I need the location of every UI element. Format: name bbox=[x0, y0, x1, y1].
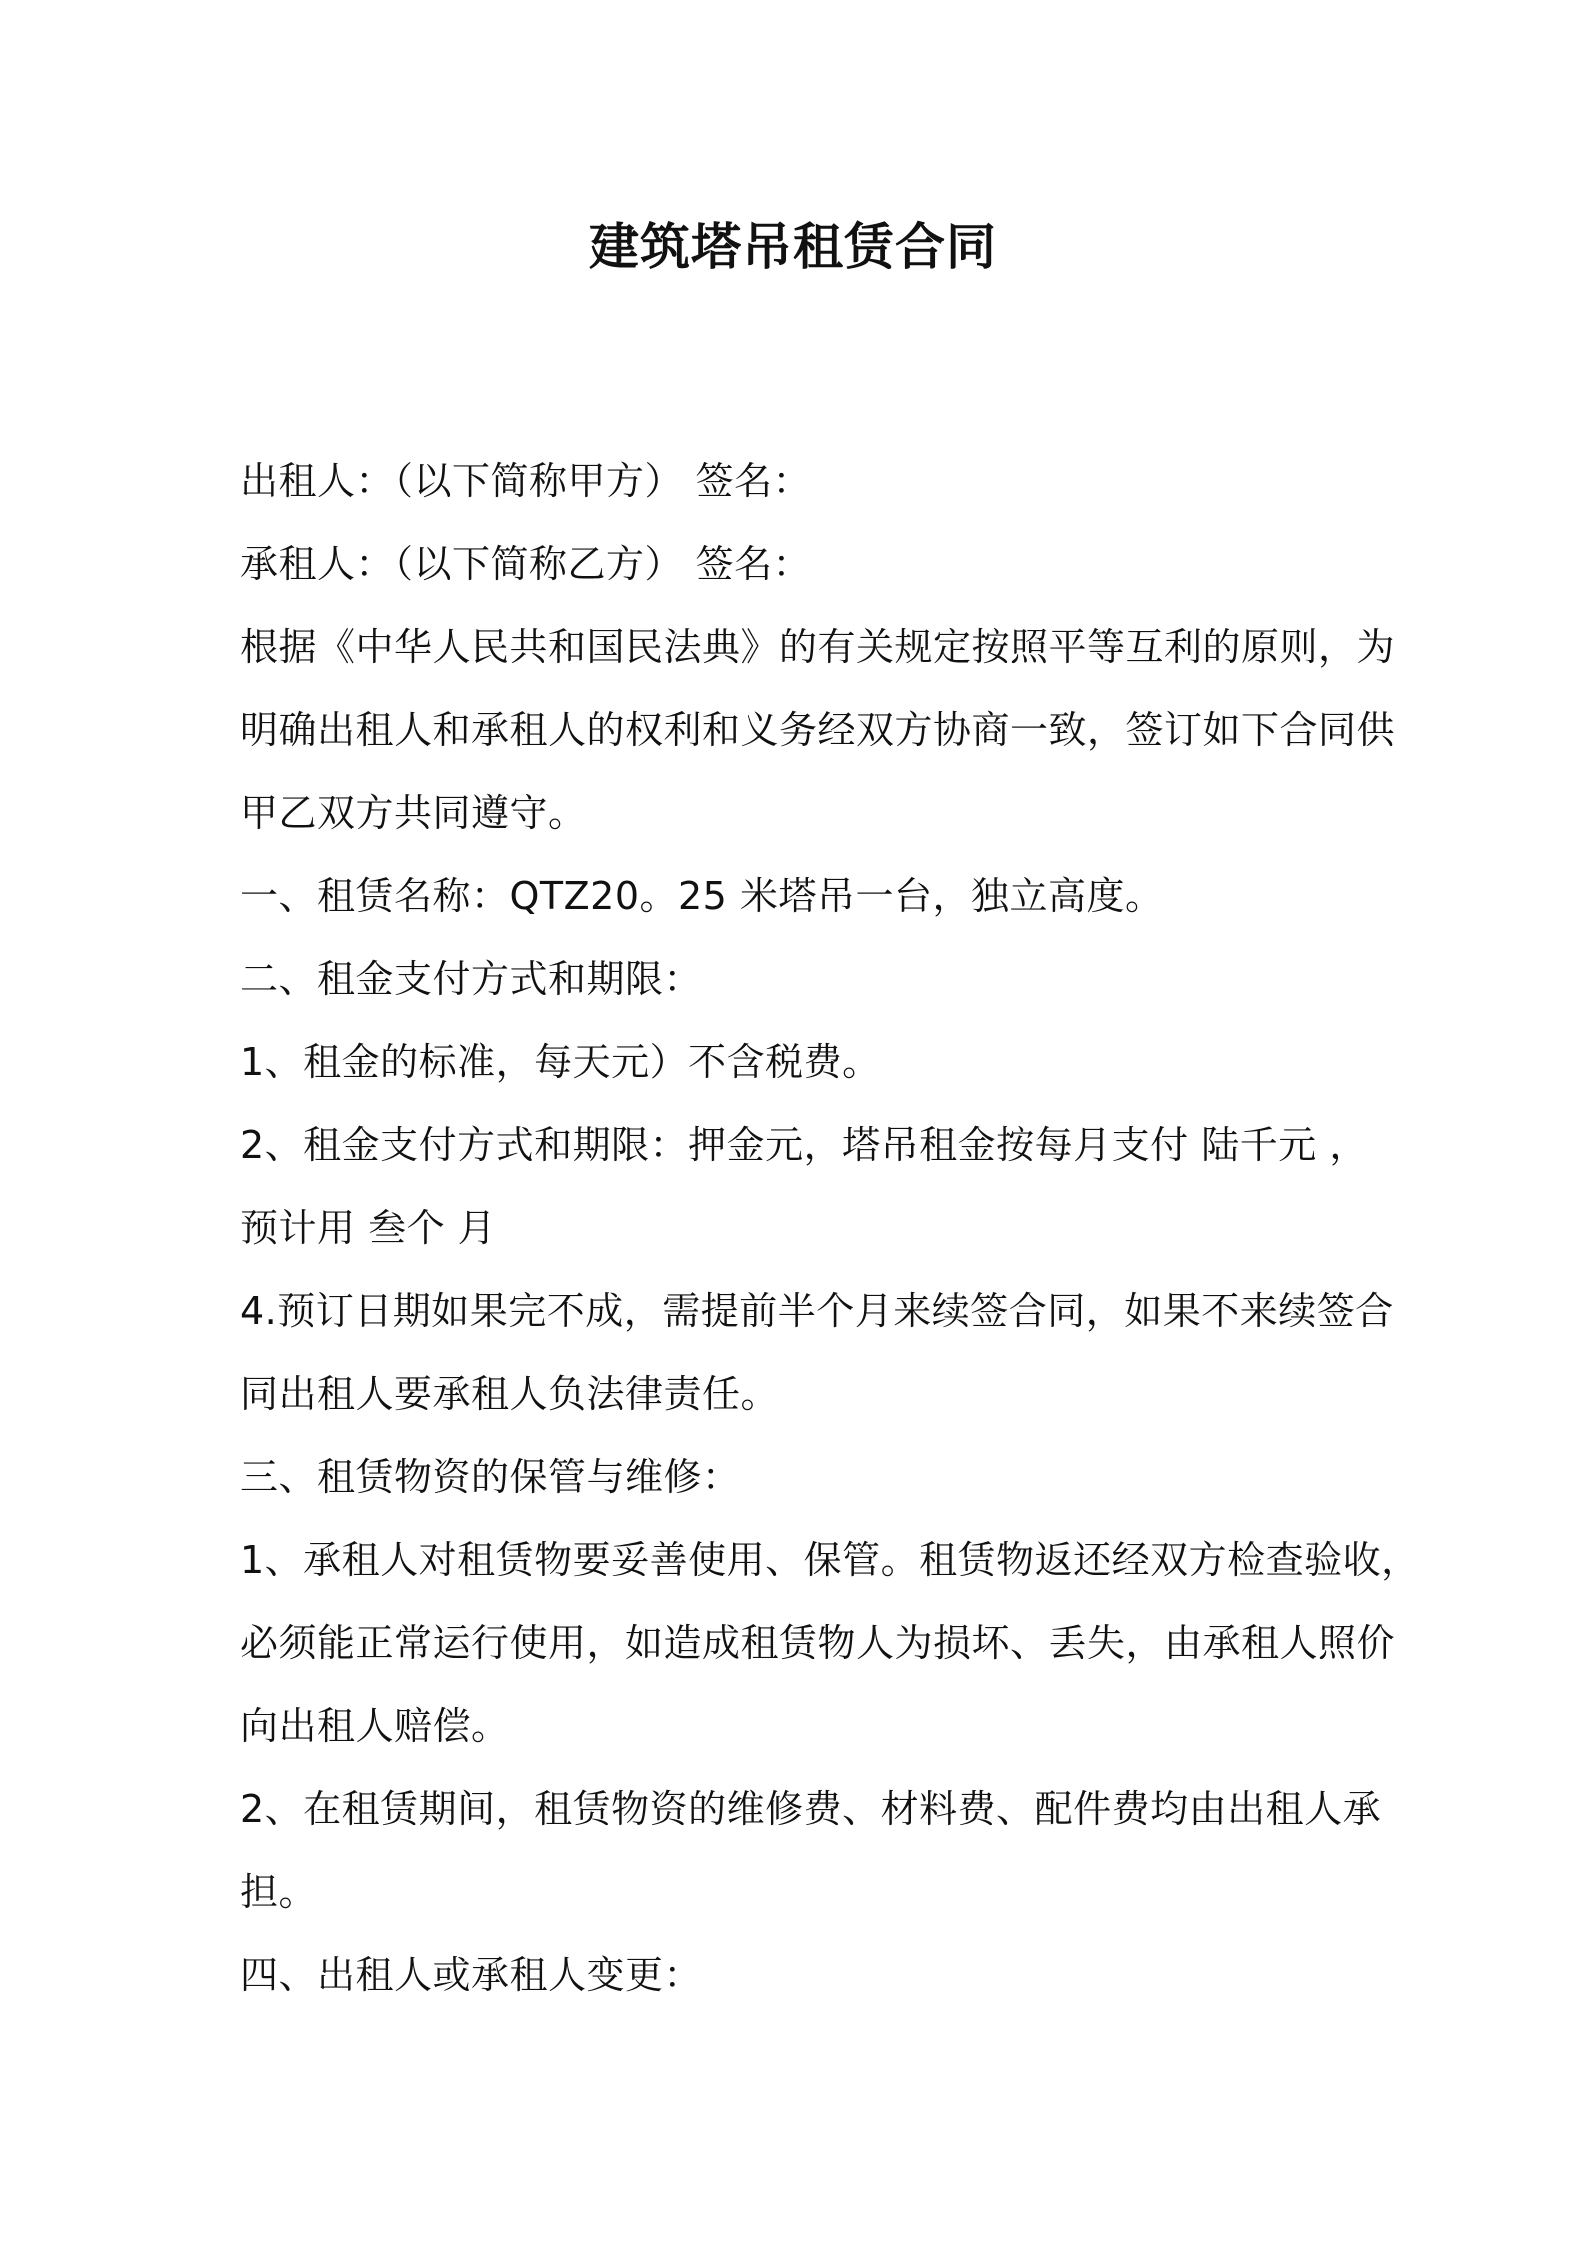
section-3-clause-1: 1、承租人对租赁物要妥善使用、保管。租赁物返还经双方检查验收， bbox=[240, 1538, 1420, 1582]
preamble-line-3: 甲乙双方共同遵守。 bbox=[240, 791, 587, 835]
section-3-clause-1-cont-1: 必须能正常运行使用，如造成租赁物人为损坏、丢失，由承租人照价 bbox=[240, 1621, 1396, 1665]
section-3-clause-1-cont-2: 向出租人赔偿。 bbox=[240, 1704, 510, 1748]
section-4-heading: 四、出租人或承租人变更： bbox=[240, 1953, 703, 1997]
preamble-line-2: 明确出租人和承租人的权利和义务经双方协商一致，签订如下合同供 bbox=[240, 708, 1396, 752]
section-2-clause-1: 1、租金的标准，每天元）不含税费。 bbox=[240, 1040, 881, 1084]
section-1-lease-item: 一、租赁名称：QTZ20。25 米塔吊一台，独立高度。 bbox=[240, 874, 1164, 918]
section-2-clause-2: 2、租金支付方式和期限：押金元，塔吊租金按每月支付 陆千元 ， bbox=[240, 1123, 1368, 1167]
section-3-clause-2-cont: 担。 bbox=[240, 1870, 318, 1914]
section-3-heading: 三、租赁物资的保管与维修： bbox=[240, 1455, 741, 1499]
lessee-line: 承租人：（以下简称乙方） 签名： bbox=[240, 542, 812, 586]
document-body bbox=[240, 440, 1420, 2017]
section-2-clause-4-cont: 同出租人要承租人负法律责任。 bbox=[240, 1372, 780, 1416]
section-2-clause-2-cont: 预计用 叁个 月 bbox=[240, 1206, 497, 1250]
section-3-clause-2: 2、在租赁期间，租赁物资的维修费、材料费、配件费均由出租人承 bbox=[240, 1787, 1382, 1831]
lessor-line: 出租人：（以下简称甲方） 签名： bbox=[240, 459, 812, 503]
section-2-heading: 二、租金支付方式和期限： bbox=[240, 957, 703, 1001]
document-title: 建筑塔吊租赁合同 bbox=[589, 218, 997, 276]
section-2-clause-4: 4.预订日期如果完不成，需提前半个月来续签合同，如果不来续签合 bbox=[240, 1289, 1394, 1333]
preamble-line-1: 根据《中华人民共和国民法典》的有关规定按照平等互利的原则，为 bbox=[240, 625, 1396, 669]
